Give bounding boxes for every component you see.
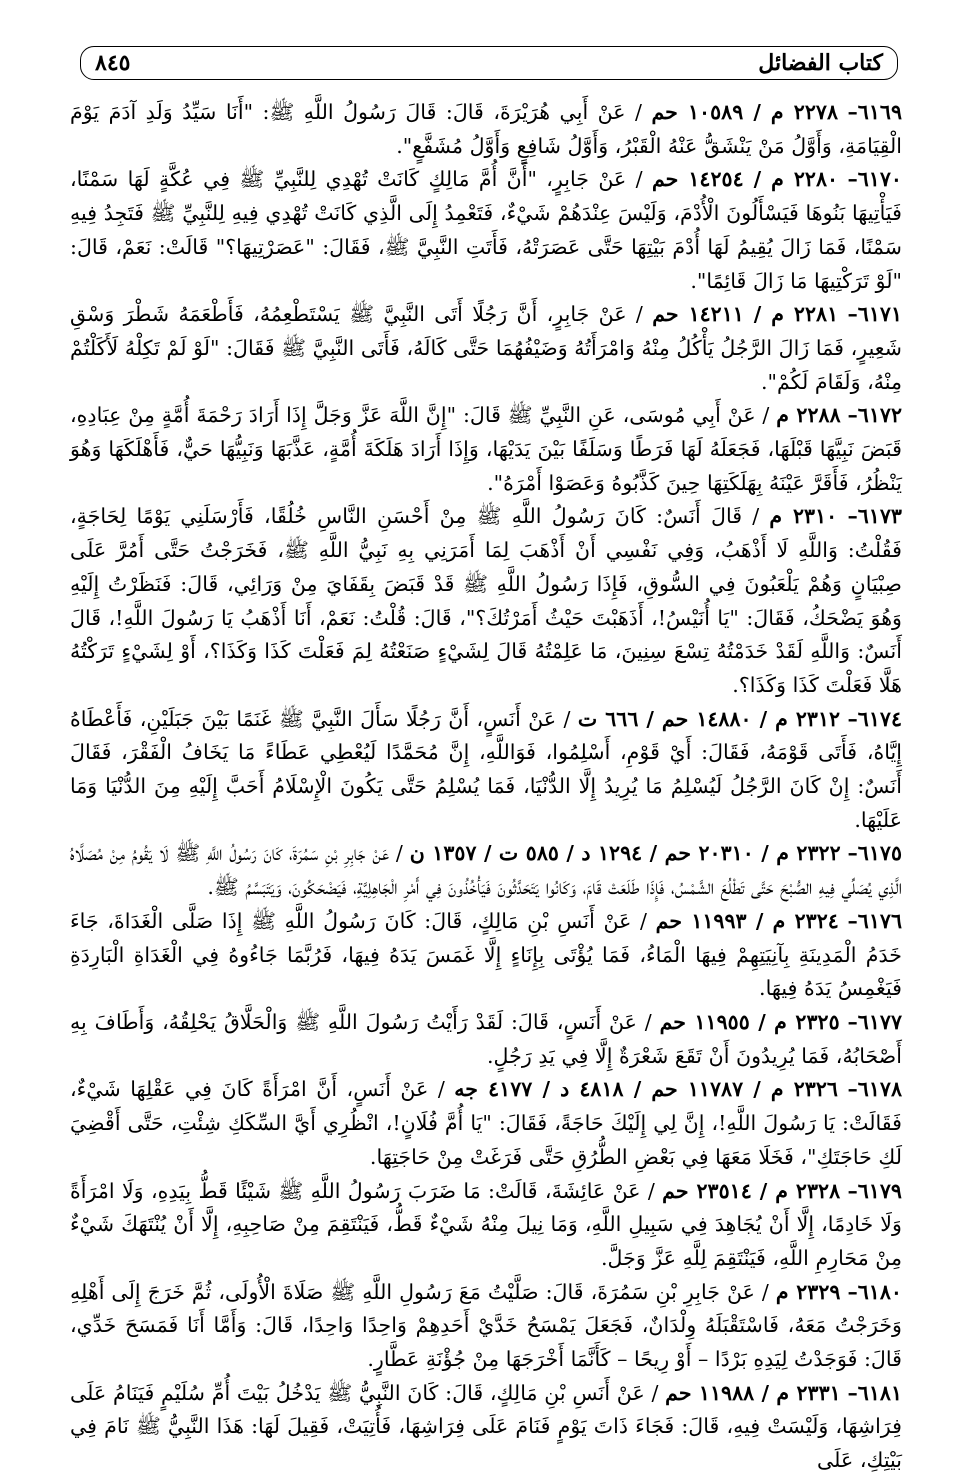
hadith-number: ٦١٧٤–	[847, 706, 903, 731]
hadith-entry	[70, 905, 902, 1006]
hadith-text: / عَنْ جَابِرِ بْنِ سَمُرَةَ، قَالَ: صَلَّيْتُ مَعَ رَسُولِ اللَّهِ ﷺ صَلَاةَ الْأُولَى، ثُمَّ خَرَجَ إِلَى أَهْلِهِ وَخَرَجْتُ مَعَهُ، فَاسْتَقْبَلَهُ وِلْدَانٌ، فَجَعَلَ يَمْسَحُ خَدَّيْ أَحَدِهِمْ وَاحِدًا وَاحِدًا، قَالَ: وَأَمَّا أَنَا فَمَسَحَ خَدِّي، قَالَ: فَوَجَدْتُ لِيَدِهِ بَرْدًا – أَوْ رِيحًا – كَأَنَّمَا أَخْرَجَهَا مِنْ جُؤْنَةِ عَطَّارٍ.	[70, 1279, 902, 1372]
hadith-text: / عَنْ عَائِشَةَ، قَالَتْ: مَا ضَرَبَ رَسُولُ اللَّهِ ﷺ شَيْئًا قَطُّ بِيَدِهِ، وَلَا امْرَأَةً وَلَا خَادِمًا، إِلَّا أَنْ يُجَاهِدَ فِي سَبِيلِ اللَّهِ، وَمَا نِيلَ مِنْهُ شَيْءٌ قَطُّ، فَيَنْتَقِمَ مِنْ صَاحِبِهِ، إِلَّا أَنْ يُنْتَهَكَ شَيْءٌ مِنْ مَحَارِمِ اللَّهِ، فَيَنْتَقِمَ لِلَّهِ عَزَّ وَجَلَّ.	[70, 1178, 902, 1270]
hadith-entry	[70, 837, 902, 904]
hadith-sources: ٢٣٣١ م / ١١٩٨٨ حم	[665, 1380, 841, 1405]
hadith-entry	[70, 399, 902, 500]
hadith-entry	[70, 1073, 902, 1174]
hadith-entry	[70, 500, 902, 702]
hadith-sources: ٢٣٢٤ م / ١١٩٩٣ حم	[655, 908, 839, 933]
hadith-number: ٦١٨٠–	[847, 1279, 902, 1304]
page-body	[70, 96, 903, 1473]
page-number: ٨٤٥	[95, 50, 131, 76]
hadith-sources: ٢٢٧٨ م / ١٠٥٨٩ حم	[651, 100, 839, 124]
hadith-number: ٦١٧٦–	[847, 908, 903, 933]
hadith-sources: ٢٣٢٨ م / ٢٣٥١٤ حم	[662, 1178, 841, 1203]
hadith-number: ٦١٦٩–	[847, 100, 903, 124]
hadith-sources: ٢٣٢٢ م / ٢٠٣١٠ حم / ١٢٩٤ د / ٥٨٥ ت / ١٣٥٧ ن	[409, 841, 841, 866]
hadith-sources: ٢٣٢٦ م / ١١٧٨٧ حم / ٤٨١٨ د / ٤١٧٧ جه	[454, 1077, 838, 1102]
hadith-sources: ٢٢٨١ م / ١٤٢١١ حم	[652, 302, 839, 327]
hadith-number: ٦١٧٠–	[847, 167, 902, 192]
hadith-entry	[70, 96, 902, 163]
hadith-text: / قَالَ أَنَسٌ: كَانَ رَسُولُ اللَّهِ ﷺ مِنْ أَحْسَنِ النَّاسِ خُلُقًا، فَأَرْسَلَنِي يَوْمًا لِحَاجَةٍ، فَقُلْتُ: وَاللَّهِ لَا أَذْهَبُ، وَفِي نَفْسِي أَنْ أَذْهَبَ لِمَا أَمَرَنِي بِهِ نَبِيُّ اللَّهِ ﷺ، فَخَرَجْتُ حَتَّى أَمُرَّ عَلَى صِبْيَانٍ وَهُمْ يَلْعَبُونَ فِي السُّوقِ، فَإِذَا رَسُولُ اللَّهِ ﷺ قَدْ قَبَضَ بِقَفَايَ مِنْ وَرَائِي، قَالَ: فَنَظَرْتُ إِلَيْهِ وَهُوَ يَضْحَكُ، فَقَالَ: "يَا أُنَيْسُ!، أَذَهَبْتَ حَيْثُ أَمَرْتُكَ؟"، قَالَ: قُلْتُ: نَعَمْ، أَنَا أَذْهَبُ يَا رَسُولَ اللَّهِ!، قَالَ أَنَسٌ: وَاللَّهِ لَقَدْ خَدَمْتُهُ تِسْعَ سِنِينَ، مَا عَلِمْتُهُ قَالَ لِشَيْءٍ صَنَعْتُهُ لِمَ فَعَلْتَ كَذَا وَكَذَا؟، أَوْ لِشَيْءٍ تَرَكْتُهُ هَلَّا فَعَلْتَ كَذَا وَكَذَا؟.	[70, 504, 902, 697]
page-header	[80, 46, 898, 80]
hadith-text: / عَنْ أَبِي مُوسَى، عَنِ النَّبِيِّ ﷺ قَالَ: "إِنَّ اللَّهَ عَزَّ وَجَلَّ إِذَا أَرَادَ رَحْمَةَ أُمَّةٍ مِنْ عِبَادِهِ، قَبَضَ نَبِيَّهَا قَبْلَهَا، فَجَعَلَهُ لَهَا فَرَطًا وَسَلَفًا بَيْنَ يَدَيْهَا، وَإِذَا أَرَادَ هَلَكَةَ أُمَّةٍ، عَذَّبَهَا وَنَبِيُّهَا حَيٌّ، فَأَهْلَكَهَا وَهُوَ يَنْظُرُ، فَأَقَرَّ عَيْنَهُ بِهَلَكَتِهَا حِينَ كَذَّبُوهُ وَعَصَوْا أَمْرَهُ".	[70, 403, 902, 495]
hadith-number: ٦١٧٨–	[847, 1077, 903, 1102]
hadith-number: ٦١٧٩–	[847, 1178, 902, 1203]
hadith-sources: ٢٣٢٥ م / ١١٩٥٥ حم	[659, 1009, 840, 1034]
hadith-entry	[70, 1006, 902, 1073]
hadith-text: / عَنْ أَنَسِ بْنِ مَالِكٍ، قَالَ: كَانَ رَسُولُ اللَّهِ ﷺ إِذَا صَلَّى الْغَدَاةَ، جَاءَ خَدَمُ الْمَدِينَةِ بِآنِيَتِهِمْ فِيهَا الْمَاءُ، فَمَا يُؤْتَى بِإِنَاءٍ إِلَّا غَمَسَ يَدَهُ فِيهَا، فَرُبَّمَا جَاءُوهُ فِي الْغَدَاةِ الْبَارِدَةِ فَيَغْمِسُ يَدَهُ فِيهَا.	[70, 908, 902, 1001]
hadith-entry	[70, 298, 902, 399]
hadith-number: ٦١٧٥–	[847, 841, 903, 866]
hadith-entry	[70, 1377, 902, 1478]
hadith-text: / عَنْ جَابِرِ بْنِ سَمُرَةَ، كَانَ رَسُولُ اللَّهِ ﷺ لَا يَقُومُ مِنْ مُصَلَّاهُ الَّذِي يُصَلِّي فِيهِ الصُّبْحَ حَتَّى تَطْلُعَ الشَّمْسُ، فَإِذَا طَلَعَتْ قَامَ، وَكَانُوا يَتَحَدَّثُونَ فَيَأْخُذُونَ فِي أَمْرِ الْجَاهِلِيَّةِ، فَيَضْحَكُونَ، وَيَتَبَسَّمُ ﷺ.	[70, 841, 902, 900]
hadith-sources: ٢٢٨٨ م	[776, 403, 841, 428]
hadith-entry	[70, 703, 902, 838]
hadith-sources: ٢٣١٢ م / ١٤٨٨٠ حم / ٦٦٦ ت	[577, 706, 841, 731]
hadith-text: / عَنْ أَنَسٍ، قَالَ: لَقَدْ رَأَيْتُ رَسُولَ اللَّهِ ﷺ وَالْحَلَّاقُ يَحْلِقُهُ، وَأَطَافَ بِهِ أَصْحَابُهُ، فَمَا يُرِيدُونَ أَنْ تَقَعَ شَعْرَةٌ إِلَّا فِي يَدِ رَجُلٍ.	[70, 1009, 902, 1068]
hadith-number: ٦١٧٢–	[847, 403, 903, 428]
hadith-entry	[70, 1276, 902, 1377]
hadith-text: / عَنْ أَنَسٍ، أَنَّ امْرَأَةً كَانَ فِي عَقْلِهَا شَيْءٌ، فَقَالَتْ: يَا رَسُولَ اللَّهِ!، إِنَّ لِي إِلَيْكَ حَاجَةً، فَقَالَ: "يَا أُمَّ فُلَانٍ!، انْظُرِي أَيَّ السِّكَكِ شِئْتِ، حَتَّى أَقْضِيَ لَكِ حَاجَتَكِ"، فَخَلَا مَعَهَا فِي بَعْضِ الطُّرُقِ حَتَّى فَرَغَتْ مِنْ حَاجَتِهَا.	[70, 1077, 902, 1169]
hadith-text: / عَنْ أَنَسٍ، أَنَّ رَجُلًا سَأَلَ النَّبِيَّ ﷺ غَنَمًا بَيْنَ جَبَلَيْنِ، فَأَعْطَاهُ إِيَّاهُ، فَأَتَى قَوْمَهُ، فَقَالَ: أَيْ قَوْمِ، أَسْلِمُوا، فَوَاللَّهِ، إِنَّ مُحَمَّدًا لَيُعْطِي عَطَاءً مَا يَخَافُ الْفَقْرَ، فَقَالَ أَنَسٌ: إِنْ كَانَ الرَّجُلُ لَيُسْلِمُ مَا يُرِيدُ إِلَّا الدُّنْيَا، فَمَا يُسْلِمُ حَتَّى يَكُونَ الْإِسْلَامُ أَحَبَّ إِلَيْهِ مِنَ الدُّنْيَا وَمَا عَلَيْهَا.	[70, 706, 902, 832]
hadith-text: / عَنْ جَابِرٍ، أَنَّ رَجُلًا أَتَى النَّبِيَّ ﷺ يَسْتَطْعِمُهُ، فَأَطْعَمَهُ شَطْرَ وَسْقِ شَعِيرٍ، فَمَا زَالَ الرَّجُلُ يَأْكُلُ مِنْهُ وَامْرَأَتُهُ وَضَيْفُهُمَا حَتَّى كَالَهُ، فَأَتَى النَّبِيَّ ﷺ فَقَالَ: "لَوْ لَمْ تَكِلْهُ لَأَكَلْتُمْ مِنْهُ، وَلَقَامَ لَكُمْ".	[70, 302, 902, 394]
hadith-number: ٦١٨١–	[847, 1380, 903, 1405]
hadith-entry	[70, 163, 902, 298]
hadith-text: / عَنْ أَنَسِ بْنِ مَالِكٍ، قَالَ: كَانَ النَّبِيُّ ﷺ يَدْخُلُ بَيْتَ أُمِّ سُلَيْمٍ فَيَنَامُ عَلَى فِرَاشِهَا، وَلَيْسَتْ فِيهِ، قَالَ: فَجَاءَ ذَاتَ يَوْمٍ فَنَامَ عَلَى فِرَاشِهَا، فَأُتِيَتْ، فَقِيلَ لَهَا: هَذَا النَّبِيُّ ﷺ نَامَ فِي بَيْتِكِ، عَلَى	[70, 1380, 902, 1473]
hadith-text: / عَنْ أَبِي هُرَيْرَةَ، قَالَ: قَالَ رَسُولُ اللَّهِ ﷺ: "أَنَا سَيِّدُ وَلَدِ آدَمَ يَوْمَ الْقِيَامَةِ، وَأَوَّلُ مَنْ يَنْشَقُّ عَنْهُ الْقَبْرُ، وَأَوَّلُ شَافِعٍ وَأَوَّلُ مُشَفَّعٍ".	[70, 100, 902, 158]
hadith-text: / عَنْ جَابِرٍ، "أَنَّ أُمَّ مَالِكٍ كَانَتْ تُهْدِي لِلنَّبِيِّ ﷺ فِي عُكَّةٍ لَهَا سَمْنًا، فَيَأْتِيهَا بَنُوهَا فَيَسْأَلُونَ الْأُدْمَ، وَلَيْسَ عِنْدَهُمْ شَيْءٌ، فَتَعْمِدُ إِلَى الَّذِي كَانَتْ تُهْدِي فِيهِ لِلنَّبِيِّ ﷺ فَتَجِدُ فِيهِ سَمْنًا، فَمَا زَالَ يُقِيمُ لَهَا أُدْمَ بَيْتِهَا حَتَّى عَصَرَتْهُ، فَأَتَتِ النَّبِيَّ ﷺ، فَقَالَ: "عَصَرْتِيهَا؟" قَالَتْ: نَعَمْ، قَالَ: "لَوْ تَرَكْتِيهَا مَا زَالَ قَائِمًا".	[70, 167, 902, 293]
hadith-number: ٦١٧٧–	[847, 1009, 903, 1034]
book-title: كتاب الفضائل	[758, 50, 883, 76]
hadith-number: ٦١٧١–	[847, 302, 903, 327]
hadith-number: ٦١٧٣–	[847, 504, 902, 529]
hadith-sources: ٢٢٨٠ م / ١٤٢٥٤ حم	[651, 167, 839, 192]
hadith-sources: ٢٣١٠ م	[769, 504, 838, 529]
hadith-entry	[70, 1175, 902, 1276]
hadith-sources: ٢٣٢٩ م	[775, 1279, 841, 1304]
